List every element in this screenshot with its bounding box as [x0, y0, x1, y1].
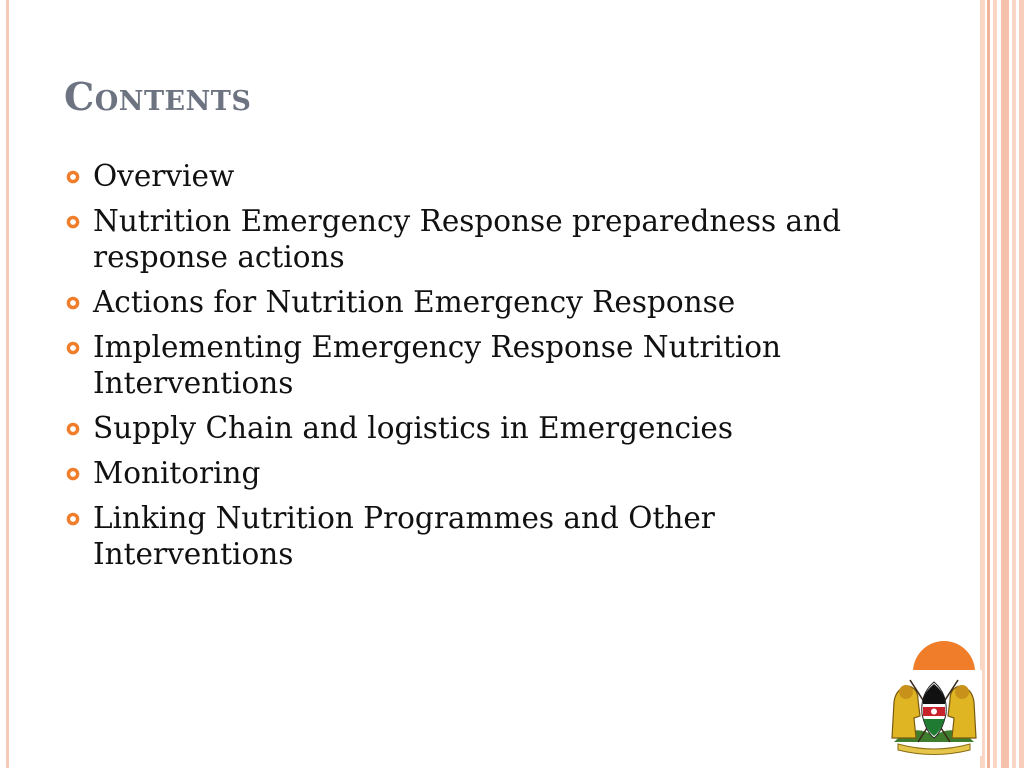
- ring-bullet-icon: [66, 467, 80, 481]
- ring-bullet-icon: [66, 296, 80, 310]
- bullet-text: Monitoring: [93, 456, 261, 490]
- contents-bullet-list: [64, 158, 894, 581]
- bullet-item: [64, 455, 894, 491]
- bullet-item: [64, 203, 894, 275]
- bullet-item: [64, 158, 894, 194]
- ring-bullet-icon: [66, 422, 80, 436]
- bullet-text: Overview: [93, 159, 235, 193]
- bullet-item: [64, 284, 894, 320]
- slide-title: Contents: [64, 74, 252, 119]
- ring-bullet-icon: [66, 215, 80, 229]
- left-border-rule: [6, 0, 9, 768]
- bullet-text: Implementing Emergency Response Nutrition Interventions: [93, 330, 782, 400]
- ring-bullet-icon: [66, 170, 80, 184]
- bullet-item: [64, 500, 894, 572]
- right-decorative-stripes: [980, 0, 1024, 768]
- bullet-item: [64, 410, 894, 446]
- bullet-text: Nutrition Emergency Response preparedness and response actions: [93, 204, 841, 274]
- bullet-text: Actions for Nutrition Emergency Response: [93, 285, 736, 319]
- kenya-coat-of-arms-logo: [884, 638, 984, 756]
- orange-sun-icon: [913, 641, 975, 672]
- ring-bullet-icon: [66, 341, 80, 355]
- ring-bullet-icon: [66, 512, 80, 526]
- bullet-text: Supply Chain and logistics in Emergencies: [93, 411, 734, 445]
- bullet-item: [64, 329, 894, 401]
- bullet-text: Linking Nutrition Programmes and Other Interventions: [93, 501, 715, 571]
